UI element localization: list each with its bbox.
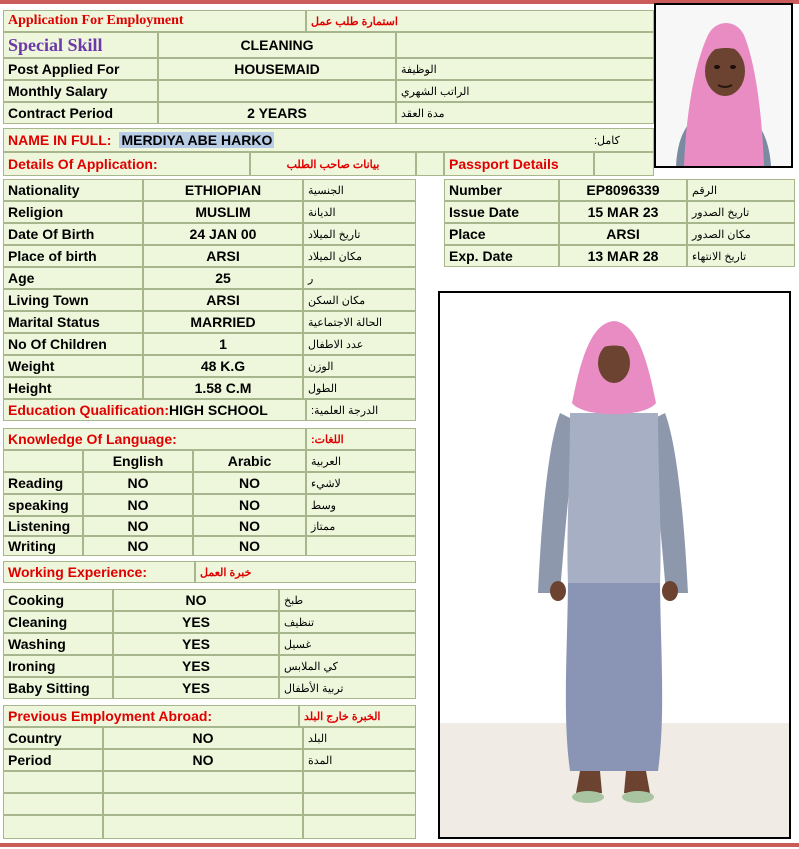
language-english-level: NO bbox=[83, 494, 193, 516]
empty-cell bbox=[3, 793, 103, 815]
full-body-photo bbox=[438, 291, 791, 839]
details-value: 25 bbox=[143, 267, 303, 289]
details-value: ETHIOPIAN bbox=[143, 179, 303, 201]
details-title: Details Of Application: bbox=[3, 152, 250, 176]
experience-value: YES bbox=[113, 655, 279, 677]
language-col-arabic: Arabic bbox=[193, 450, 306, 472]
passport-title: Passport Details bbox=[444, 152, 594, 176]
post-value: HOUSEMAID bbox=[158, 58, 396, 80]
details-value: 48 K.G bbox=[143, 355, 303, 377]
details-label: Religion bbox=[3, 201, 143, 223]
experience-arabic: غسيل bbox=[279, 633, 416, 655]
language-header-empty bbox=[3, 450, 83, 472]
abroad-value: NO bbox=[103, 727, 303, 749]
passport-label: Issue Date bbox=[444, 201, 559, 223]
details-arabic: الوزن bbox=[303, 355, 416, 377]
language-arabic-label: وسط bbox=[306, 494, 416, 516]
abroad-label: Country bbox=[3, 727, 103, 749]
special-skill-value: CLEANING bbox=[158, 32, 396, 58]
passport-arabic: تاريخ الانتهاء bbox=[687, 245, 795, 267]
experience-value: YES bbox=[113, 677, 279, 699]
full-body-illustration bbox=[440, 293, 789, 837]
experience-title-arabic: خبرة العمل bbox=[195, 561, 416, 583]
language-arabic-level: NO bbox=[193, 472, 306, 494]
experience-value: NO bbox=[113, 589, 279, 611]
details-label: Marital Status bbox=[3, 311, 143, 333]
language-col-english: English bbox=[83, 450, 193, 472]
salary-value bbox=[158, 80, 396, 102]
post-label: Post Applied For bbox=[3, 58, 158, 80]
language-title-arabic: اللغات: bbox=[306, 428, 416, 450]
abroad-label: Period bbox=[3, 749, 103, 771]
experience-label: Washing bbox=[3, 633, 113, 655]
language-english-level: NO bbox=[83, 516, 193, 536]
details-arabic: الجنسية bbox=[303, 179, 416, 201]
details-label: Place of birth bbox=[3, 245, 143, 267]
details-arabic: الديانة bbox=[303, 201, 416, 223]
experience-value: YES bbox=[113, 633, 279, 655]
empty-cell bbox=[103, 793, 303, 815]
language-arabic-level: NO bbox=[193, 516, 306, 536]
contract-value: 2 YEARS bbox=[158, 102, 396, 124]
bottom-band bbox=[0, 843, 799, 847]
empty-cell bbox=[3, 771, 103, 793]
name-label-arabic: كامل: bbox=[590, 130, 652, 150]
abroad-title-arabic: الخبرة خارج البلد bbox=[299, 705, 416, 727]
special-skill-label: Special Skill bbox=[3, 32, 158, 58]
empty-cell bbox=[103, 771, 303, 793]
details-arabic: مكان الميلاد bbox=[303, 245, 416, 267]
form-title-arabic: استمارة طلب عمل bbox=[306, 10, 654, 32]
abroad-arabic: المدة bbox=[303, 749, 416, 771]
passport-label: Place bbox=[444, 223, 559, 245]
passport-label: Number bbox=[444, 179, 559, 201]
details-value: MUSLIM bbox=[143, 201, 303, 223]
details-value: 1 bbox=[143, 333, 303, 355]
language-arabic-level: NO bbox=[193, 494, 306, 516]
empty-cell bbox=[103, 815, 303, 839]
education-value: HIGH SCHOOL bbox=[169, 402, 268, 418]
experience-label: Baby Sitting bbox=[3, 677, 113, 699]
details-label: Living Town bbox=[3, 289, 143, 311]
details-value: ARSI bbox=[143, 289, 303, 311]
post-arabic: الوظيفة bbox=[396, 58, 654, 80]
empty-cell bbox=[303, 815, 416, 839]
language-skill: speaking bbox=[3, 494, 83, 516]
education-arabic: الدرجة العلمية: bbox=[306, 399, 416, 421]
abroad-title: Previous Employment Abroad: bbox=[3, 705, 299, 727]
experience-arabic: طبخ bbox=[279, 589, 416, 611]
portrait-photo bbox=[654, 3, 793, 168]
details-label: Nationality bbox=[3, 179, 143, 201]
salary-arabic: الراتب الشهري bbox=[396, 80, 654, 102]
experience-value: YES bbox=[113, 611, 279, 633]
details-arabic: مكان السكن bbox=[303, 289, 416, 311]
experience-arabic: تنظيف bbox=[279, 611, 416, 633]
experience-label: Cooking bbox=[3, 589, 113, 611]
full-name: MERDIYA ABE HARKO bbox=[121, 132, 273, 148]
details-arabic: تاريخ الميلاد bbox=[303, 223, 416, 245]
experience-label: Cleaning bbox=[3, 611, 113, 633]
details-label: Weight bbox=[3, 355, 143, 377]
passport-arabic: الرقم bbox=[687, 179, 795, 201]
experience-arabic: كي الملابس bbox=[279, 655, 416, 677]
details-value: 24 JAN 00 bbox=[143, 223, 303, 245]
contract-arabic: مدة العقد bbox=[396, 102, 654, 124]
passport-arabic: مكان الصدور bbox=[687, 223, 795, 245]
language-arabic-label: ممتاز bbox=[306, 516, 416, 536]
language-col-arabic-ar: العربية bbox=[306, 450, 416, 472]
passport-value: ARSI bbox=[559, 223, 687, 245]
education-label: Education Qualification: bbox=[8, 402, 170, 418]
language-arabic-label bbox=[306, 536, 416, 556]
details-arabic: عدد الاطفال bbox=[303, 333, 416, 355]
empty-cell bbox=[3, 815, 103, 839]
empty-cell bbox=[303, 793, 416, 815]
details-arabic: ر bbox=[303, 267, 416, 289]
language-arabic-label: لاشيء bbox=[306, 472, 416, 494]
details-value: ARSI bbox=[143, 245, 303, 267]
salary-label: Monthly Salary bbox=[3, 80, 158, 102]
details-arabic: الحالة الاجتماعية bbox=[303, 311, 416, 333]
details-label: Age bbox=[3, 267, 143, 289]
details-value: 1.58 C.M bbox=[143, 377, 303, 399]
portrait-illustration bbox=[656, 5, 791, 166]
name-label: NAME IN FULL: bbox=[8, 132, 112, 148]
abroad-arabic: البلد bbox=[303, 727, 416, 749]
details-arabic: الطول bbox=[303, 377, 416, 399]
details-title-arabic: بيانات صاحب الطلب bbox=[250, 152, 416, 176]
name-row bbox=[3, 128, 654, 152]
details-label: No Of Children bbox=[3, 333, 143, 355]
passport-value: 13 MAR 28 bbox=[559, 245, 687, 267]
empty-cell bbox=[303, 771, 416, 793]
details-label: Height bbox=[3, 377, 143, 399]
language-title: Knowledge Of Language: bbox=[3, 428, 306, 450]
experience-title: Working Experience: bbox=[3, 561, 195, 583]
contract-label: Contract Period bbox=[3, 102, 158, 124]
passport-label: Exp. Date bbox=[444, 245, 559, 267]
language-skill: Writing bbox=[3, 536, 83, 556]
passport-arabic: تاريخ الصدور bbox=[687, 201, 795, 223]
language-arabic-level: NO bbox=[193, 536, 306, 556]
special-skill-arabic bbox=[396, 32, 654, 58]
passport-value: 15 MAR 23 bbox=[559, 201, 687, 223]
language-english-level: NO bbox=[83, 536, 193, 556]
details-value: MARRIED bbox=[143, 311, 303, 333]
experience-label: Ironing bbox=[3, 655, 113, 677]
passport-value: EP8096339 bbox=[559, 179, 687, 201]
details-label: Date Of Birth bbox=[3, 223, 143, 245]
abroad-value: NO bbox=[103, 749, 303, 771]
education-row bbox=[3, 399, 306, 421]
experience-arabic: تربية الأطفال bbox=[279, 677, 416, 699]
passport-title-filler bbox=[594, 152, 654, 176]
details-spacer bbox=[416, 152, 444, 176]
form-title: Application For Employment bbox=[3, 10, 306, 32]
language-skill: Reading bbox=[3, 472, 83, 494]
language-english-level: NO bbox=[83, 472, 193, 494]
language-skill: Listening bbox=[3, 516, 83, 536]
